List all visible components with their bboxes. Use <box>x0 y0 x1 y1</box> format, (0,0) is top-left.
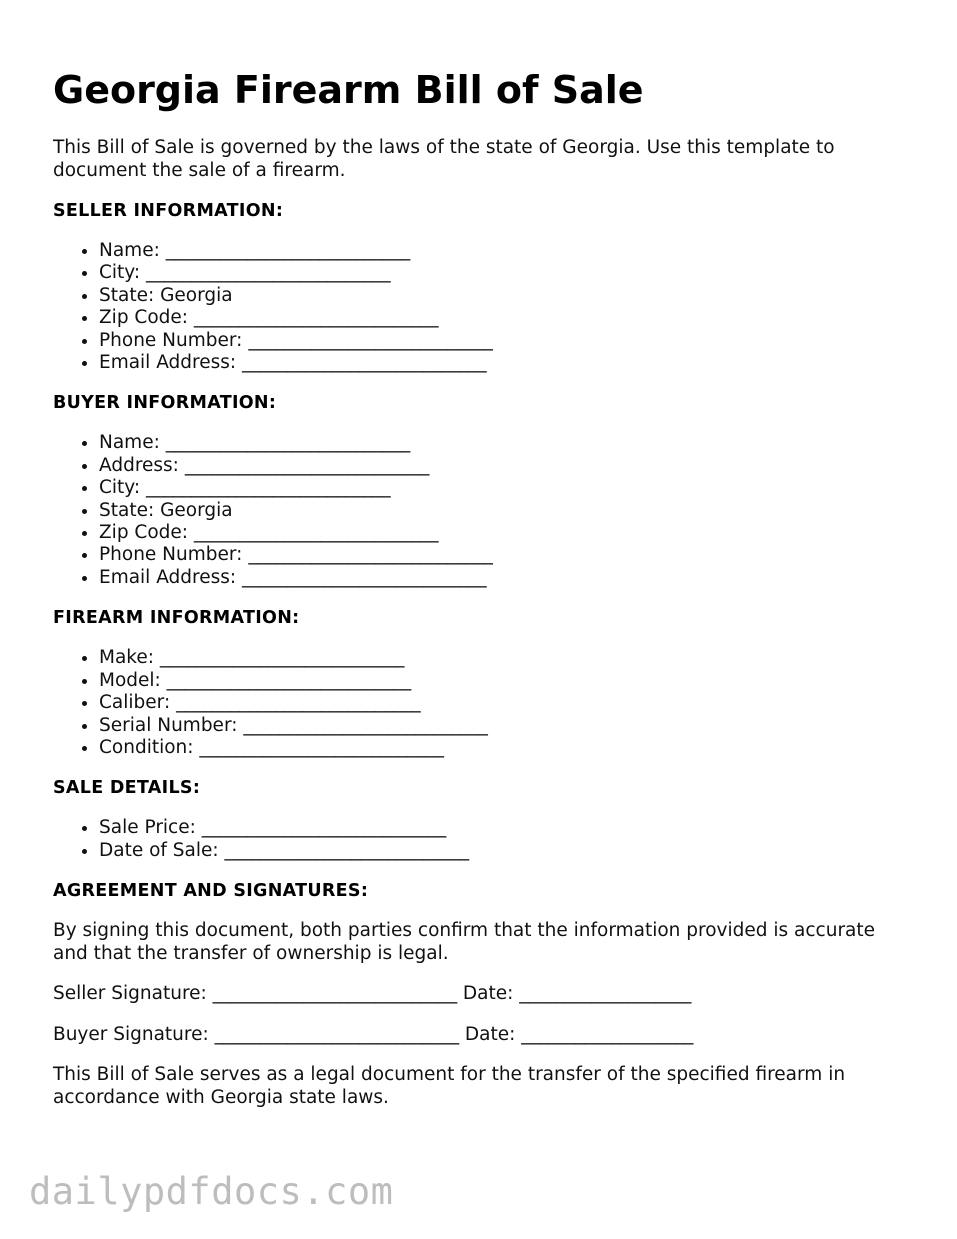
seller-field-label: Phone Number: <box>99 329 243 351</box>
buyer-field-label: State: <box>99 499 155 521</box>
buyer-field-item <box>99 432 913 454</box>
buyer-field-label: Email Address: <box>99 566 237 588</box>
buyer-field-label: Address: <box>99 454 179 476</box>
seller-field-label: Name: <box>99 240 160 261</box>
seller-field-blank[interactable]: ___________________________ <box>165 240 411 261</box>
firearm-field-blank[interactable]: ___________________________ <box>159 647 405 669</box>
agreement-paragraph: By signing this document, both parties confirm that the information provided is accurate and that the transfer of ownership is legal. <box>53 920 876 964</box>
firearm-field-blank[interactable]: ___________________________ <box>199 736 444 758</box>
sale-heading: SALE DETAILS: <box>53 778 201 799</box>
firearm-field-item <box>99 670 913 692</box>
buyer-field-item <box>99 500 913 522</box>
seller-field-label: Zip Code: <box>99 307 189 329</box>
seller-field-label: City: <box>99 262 141 284</box>
sale-field-item <box>99 817 913 839</box>
document-page <box>53 64 913 1127</box>
buyer-heading: BUYER INFORMATION: <box>53 393 277 414</box>
seller-field-item <box>99 262 913 284</box>
firearm-field-label: Make: <box>99 647 154 669</box>
firearm-field-label: Condition: <box>99 736 194 758</box>
seller-field-blank[interactable]: ___________________________ <box>248 329 493 351</box>
buyer-field-label: City: <box>99 477 141 499</box>
firearm-field-label: Model: <box>99 669 161 691</box>
seller-field-value: Georgia <box>160 284 233 306</box>
seller-field-blank[interactable]: ___________________________ <box>242 352 487 374</box>
sale-field-item <box>99 840 913 862</box>
seller-signature-blank[interactable]: ___________________________ <box>212 983 458 1005</box>
sale-field-blank[interactable]: ___________________________ <box>201 817 447 839</box>
firearm-field-blank[interactable]: ___________________________ <box>243 714 488 736</box>
seller-date-label: Date: <box>462 983 514 1005</box>
seller-heading: SELLER INFORMATION: <box>53 201 284 221</box>
sale-field-label: Date of Sale: <box>99 839 219 861</box>
firearm-field-item <box>99 715 913 737</box>
firearm-field-item <box>99 692 913 714</box>
firearm-field-label: Serial Number: <box>99 714 238 736</box>
firearm-field-blank[interactable]: ___________________________ <box>176 692 421 714</box>
buyer-field-item <box>99 455 913 477</box>
seller-field-item <box>99 240 913 262</box>
buyer-field-label: Zip Code: <box>99 522 189 544</box>
buyer-field-blank[interactable]: ___________________________ <box>165 432 411 454</box>
seller-field-item <box>99 285 913 307</box>
firearm-field-list <box>53 647 913 759</box>
intro-paragraph: This Bill of Sale is governed by the laws of the state of Georgia. Use this template to document the sale of a firearm. <box>53 137 835 181</box>
sale-field-list <box>53 817 913 862</box>
buyer-field-item <box>99 522 913 544</box>
buyer-field-item <box>99 477 913 499</box>
document-title: Georgia Firearm Bill of Sale <box>53 68 644 112</box>
closing-paragraph: This Bill of Sale serves as a legal document for the transfer of the specified firearm in accordance with Georgia state laws. <box>53 1064 846 1108</box>
seller-field-list <box>53 240 913 374</box>
buyer-field-blank[interactable]: ___________________________ <box>184 454 430 476</box>
buyer-date-label: Date: <box>464 1023 516 1045</box>
buyer-signature-blank[interactable]: ___________________________ <box>214 1023 459 1045</box>
seller-field-blank[interactable]: ___________________________ <box>146 262 391 284</box>
buyer-field-blank[interactable]: ___________________________ <box>248 544 493 566</box>
firearm-field-label: Caliber: <box>99 692 171 714</box>
buyer-field-item <box>99 567 913 589</box>
buyer-field-blank[interactable]: ___________________________ <box>193 522 439 544</box>
sale-field-label: Sale Price: <box>99 817 196 839</box>
seller-signature-row <box>53 983 913 1006</box>
buyer-signature-label: Buyer Signature: <box>53 1023 209 1045</box>
seller-field-item <box>99 307 913 329</box>
buyer-field-label: Phone Number: <box>99 544 243 566</box>
buyer-field-blank[interactable]: ___________________________ <box>242 566 487 588</box>
firearm-field-blank[interactable]: ___________________________ <box>166 669 412 691</box>
buyer-field-blank[interactable]: ___________________________ <box>146 477 391 499</box>
watermark-text: dailypdfdocs.com <box>29 1170 394 1213</box>
firearm-field-item <box>99 647 913 669</box>
seller-date-blank[interactable]: ___________________ <box>519 983 692 1005</box>
agreement-heading: AGREEMENT AND SIGNATURES: <box>53 881 369 902</box>
seller-field-item <box>99 330 913 352</box>
buyer-field-item <box>99 544 913 566</box>
buyer-signature-row <box>53 1024 913 1047</box>
seller-signature-label: Seller Signature: <box>53 983 207 1005</box>
firearm-heading: FIREARM INFORMATION: <box>53 608 300 629</box>
firearm-field-item <box>99 737 913 759</box>
buyer-field-label: Name: <box>99 432 160 454</box>
seller-field-item <box>99 352 913 374</box>
seller-field-label: Email Address: <box>99 352 237 374</box>
buyer-field-value: Georgia <box>160 499 233 521</box>
seller-field-label: State: <box>99 284 155 306</box>
sale-field-blank[interactable]: ___________________________ <box>224 839 469 861</box>
buyer-date-blank[interactable]: ___________________ <box>521 1023 694 1045</box>
buyer-field-list <box>53 432 913 589</box>
seller-field-blank[interactable]: ___________________________ <box>193 307 439 329</box>
